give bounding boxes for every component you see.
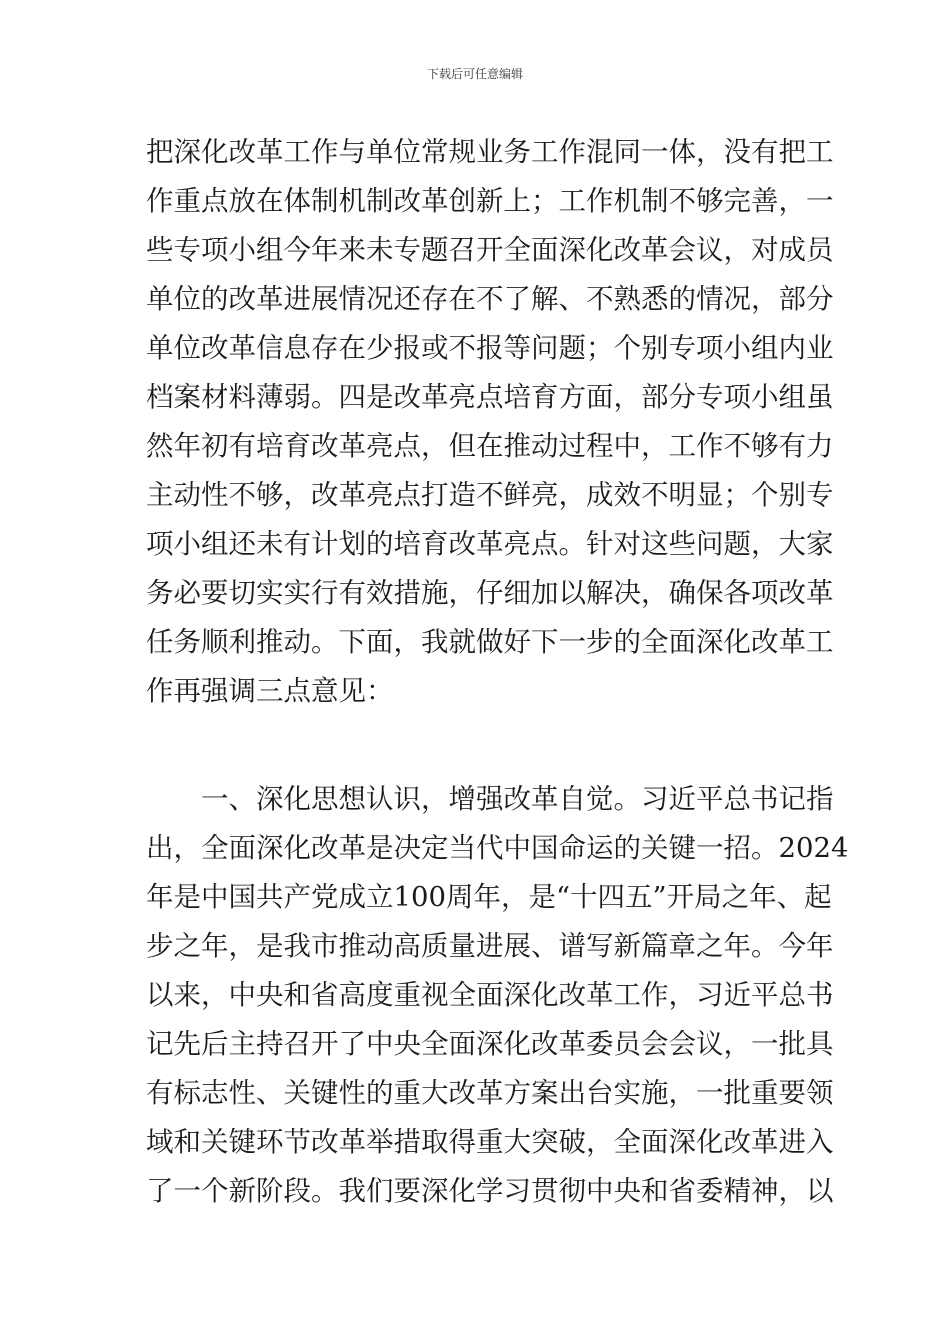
paragraph-2-line: 了一个新阶段。我们要深化学习贯彻中央和省委精神，以 xyxy=(146,1175,834,1207)
paragraph-2-line: 年是中国共产党成立100周年，是“十四五”开局之年、起 xyxy=(146,881,832,913)
paragraph-1-line: 把深化改革工作与单位常规业务工作混同一体，没有把工 xyxy=(146,136,834,168)
paragraph-1-line: 然年初有培育改革亮点，但在推动过程中，工作不够有力 xyxy=(146,430,834,462)
paragraph-2-line: 步之年，是我市推动高质量进展、谱写新篇章之年。今年 xyxy=(146,930,834,962)
paragraph-1-line: 档案材料薄弱。四是改革亮点培育方面，部分专项小组虽 xyxy=(146,381,834,413)
paragraph-1-line: 主动性不够，改革亮点打造不鲜亮，成效不明显；个别专 xyxy=(146,479,834,511)
paragraph-2-line: 记先后主持召开了中央全面深化改革委员会会议，一批具 xyxy=(146,1028,834,1060)
paragraph-1-last-line: 作再强调三点意见： xyxy=(146,675,394,707)
paragraph-1-line: 任务顺利推动。下面，我就做好下一步的全面深化改革工 xyxy=(146,626,834,658)
paragraph-1-line: 单位的改革进展情况还存在不了解、不熟悉的情况，部分 xyxy=(146,283,834,315)
paragraph-2-line: 有标志性、关键性的重大改革方案出台实施，一批重要领 xyxy=(146,1077,834,1109)
paragraph-1-line: 项小组还未有计划的培育改革亮点。针对这些问题，大家 xyxy=(146,528,834,560)
paragraph-2-line: 以来，中央和省高度重视全面深化改革工作，习近平总书 xyxy=(146,979,834,1011)
paragraph-1-line: 单位改革信息存在少报或不报等问题；个别专项小组内业 xyxy=(146,332,834,364)
paragraph-1-line: 些专项小组今年来未专题召开全面深化改革会议，对成员 xyxy=(146,234,834,266)
paragraph-2-line: 域和关键环节改革举措取得重大突破，全面深化改革进入 xyxy=(146,1126,834,1158)
paragraph-1-line: 务必要切实实行有效措施，仔细加以解决，确保各项改革 xyxy=(146,577,834,609)
paragraph-2-first-line: 一、深化思想认识，增强改革自觉。习近平总书记指 xyxy=(201,783,834,815)
paragraph-2-line: 出，全面深化改革是决定当代中国命运的关键一招。2024 xyxy=(146,832,849,864)
paragraph-1-line: 作重点放在体制机制改革创新上；工作机制不够完善，一 xyxy=(146,185,834,217)
page-header: 下载后可任意编辑 xyxy=(426,67,523,81)
